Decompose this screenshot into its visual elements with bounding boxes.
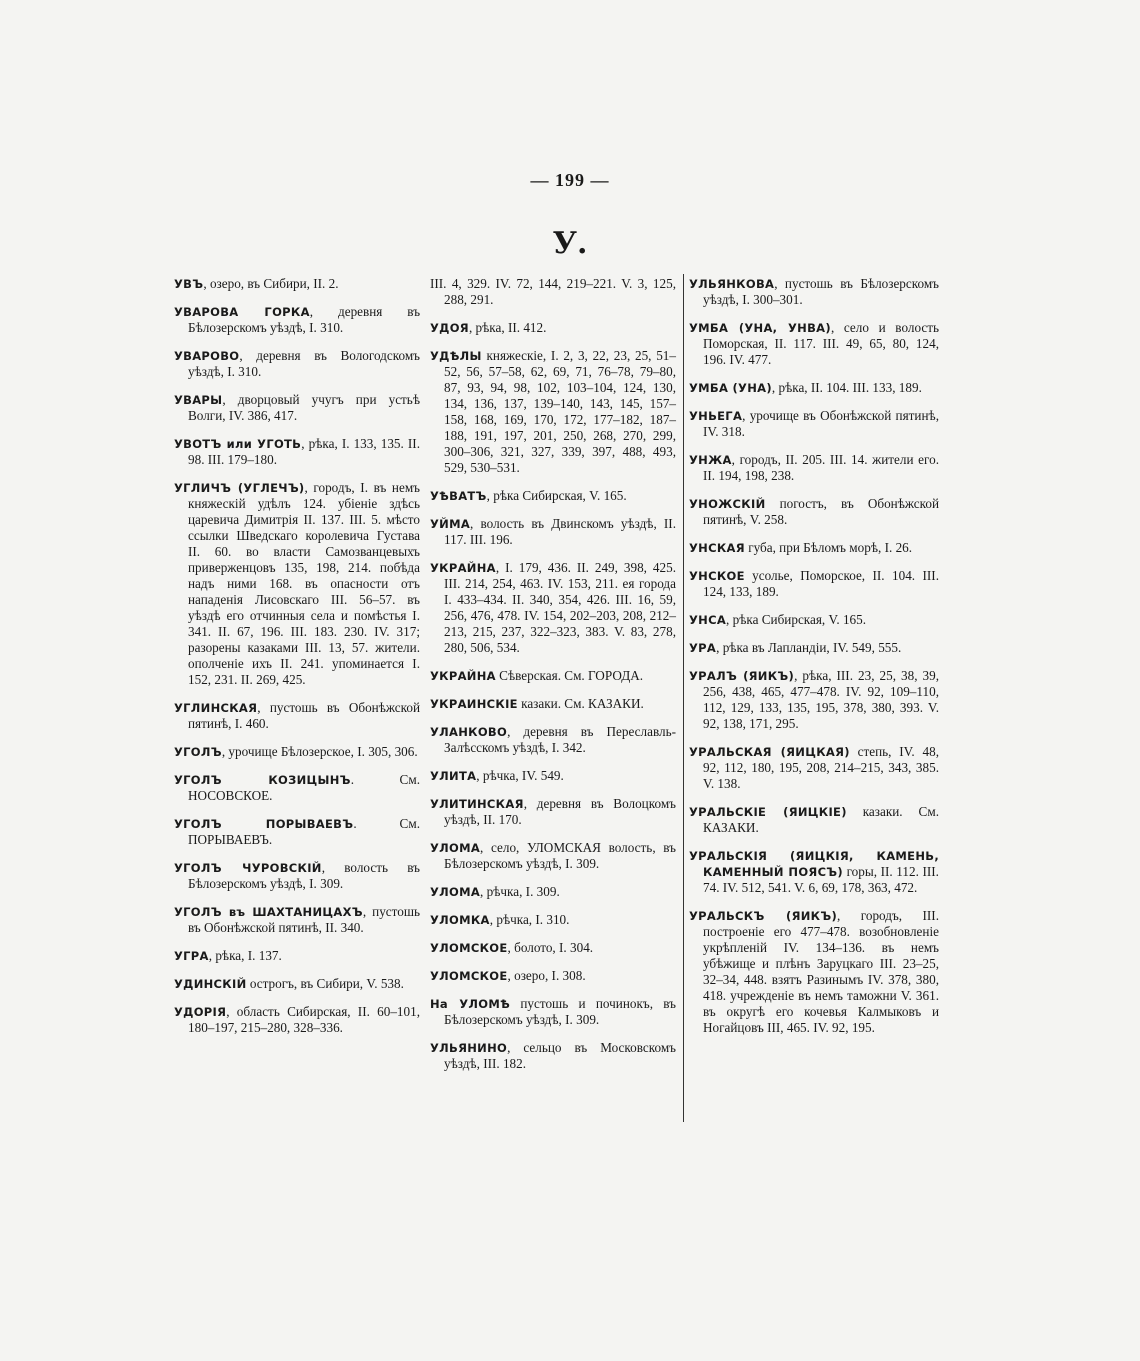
entry-headword: УВАРОВА ГОРКА [174, 305, 310, 319]
entry-text: , волость въ Бѣлозерскомъ уѣздѣ, I. 309. [188, 860, 420, 891]
entry-text: , рѣка, I. 133, 135. II. 98. III. 179–180. [188, 436, 420, 467]
index-entry [174, 392, 420, 424]
index-entry [689, 744, 939, 792]
entry-text: , рѣка, II. 104. III. 133, 189. [771, 380, 922, 395]
entry-text: , дворцовый учугъ при устьѣ Волги, IV. 386, 417. [188, 392, 420, 423]
entry-headword: УНЬЕГА [689, 409, 743, 423]
entry-headword: УГОЛЪ ЧУРОВСКІЙ [174, 861, 322, 875]
entry-text: , сельцо въ Московскомъ уѣздѣ, III. 182. [444, 1040, 676, 1071]
entry-text: , волость въ Двинскомъ уѣздѣ, II. 117. III. 196. [444, 516, 676, 547]
entry-text: , рѣка, I. 137. [208, 948, 282, 963]
index-entry [430, 884, 676, 900]
index-entry [174, 860, 420, 892]
entry-text: , озеро, въ Сибири, II. 2. [203, 276, 339, 291]
entry-headword: УМБА (УНА) [689, 381, 772, 395]
entry-headword: УДОРІЯ [174, 1005, 227, 1019]
entry-text: , рѣка, II. 412. [468, 320, 547, 335]
entry-text: , село и волость Поморская, II. 117. III. 49, 65, 80, 124, 196. IV. 477. [703, 320, 939, 367]
column-divider [683, 274, 684, 1122]
entry-text: Сѣверская. См. ГОРОДА. [495, 668, 644, 683]
index-entry [689, 848, 939, 896]
entry-headword: УМБА (УНА, УНВА) [689, 321, 831, 335]
entry-text: , рѣчка, I. 309. [480, 884, 560, 899]
entry-text: , озеро, I. 308. [507, 968, 586, 983]
entry-headword: УРАЛЬСКІЕ (ЯИЦКІЕ) [689, 805, 847, 819]
index-entry [689, 804, 939, 836]
entry-headword: УЛОМСКОЕ [430, 969, 508, 983]
index-entry [174, 948, 420, 964]
entry-headword: УЛЬЯНКОВА [689, 277, 775, 291]
index-entry [430, 796, 676, 828]
entry-headword: УЛОМА [430, 885, 481, 899]
index-entry [174, 816, 420, 848]
entry-headword: УГОЛЪ КОЗИЦЫНЪ [174, 773, 351, 787]
entry-headword: УГЛИНСКАЯ [174, 701, 258, 715]
entry-text: , городъ, III. построеніе его 477–478. возобновленіе укрѣпленій IV. 134–136. въ немъ убѣжище и плѣнъ Заруцкаго III. 23–25, 32–34, 448. взятъ Разинымъ IV. 378, 380, 418. учрежденіе въ немъ таможни V. 361. въ округѣ его кочевья Калмыковъ и Ногайцовъ III, 465. IV. 92, 195. [703, 908, 939, 1035]
entry-text: III. 4, 329. IV. 72, 144, 219–221. V. 3, 125, 288, 291. [430, 276, 676, 307]
index-entry [430, 912, 676, 928]
index-entry [174, 436, 420, 468]
index-entry [689, 540, 939, 556]
index-entry [430, 696, 676, 712]
index-entry [174, 1004, 420, 1036]
page-number: — 199 — [530, 170, 610, 190]
entry-headword: УЛОМА [430, 841, 481, 855]
entry-text: , болото, I. 304. [507, 940, 594, 955]
index-entry [689, 380, 939, 396]
entry-headword: УРАЛЬСКІЯ (ЯИЦКІЯ, КАМЕНЬ, КАМЕННЫЙ ПОЯСЪ) [689, 849, 939, 879]
index-entry [430, 560, 676, 656]
entry-headword: УРАЛЬСКАЯ (ЯИЦКАЯ) [689, 745, 850, 759]
index-column-1 [174, 276, 420, 1048]
entry-headword: УЛОМСКОЕ [430, 941, 508, 955]
entry-text: , урочище Бѣлозерское, I. 305, 306. [221, 744, 418, 759]
entry-headword: УЙМА [430, 517, 471, 531]
index-column-2 [430, 276, 676, 1084]
entry-text: острогъ, въ Сибири, V. 538. [246, 976, 404, 991]
entry-text: , рѣка Сибирская, V. 165. [486, 488, 627, 503]
entry-headword: УНСКАЯ [689, 541, 745, 555]
index-entry [430, 668, 676, 684]
entry-headword: УЛИТИНСКАЯ [430, 797, 524, 811]
entry-headword: УГОЛЪ въ ШАХТАНИЦАХЪ [174, 905, 363, 919]
index-entry [174, 348, 420, 380]
entry-text: , село, УЛОМСКАЯ волость, въ Бѣлозерскомъ уѣздѣ, I. 309. [444, 840, 676, 871]
entry-headword: УЛЬЯНИНО [430, 1041, 508, 1055]
index-entry [430, 768, 676, 784]
entry-text: , I. 179, 436. II. 249, 398, 425. III. 214, 254, 463. IV. 153, 211. ея города I. 433–434. II. 340, 354, 426. III. 16, 59, 256, 476, 478. IV. 154, 202–203, 208, 212–213, 215, 237, 322–323, 383. V. 83, 278, 280, 506, 534. [444, 560, 676, 655]
entry-text: , рѣчка, IV. 549. [476, 768, 564, 783]
entry-text: , пустошь въ Обонѣжской пятинѣ, II. 340. [188, 904, 420, 935]
entry-text: , деревня въ Вологодскомъ уѣздѣ, I. 310. [188, 348, 420, 379]
index-entry [174, 700, 420, 732]
entry-text: степь, IV. 48, 92, 112, 180, 195, 208, 214–215, 343, 385. V. 138. [703, 744, 939, 791]
entry-headword: УНСА [689, 613, 727, 627]
index-entry [689, 668, 939, 732]
index-entry [689, 612, 939, 628]
entry-text: губа, при Бѣломъ морѣ, I. 26. [744, 540, 913, 555]
index-entry [174, 276, 420, 292]
index-entry [430, 968, 676, 984]
index-entry [689, 908, 939, 1036]
entry-text: казаки. См. КАЗАКИ. [703, 804, 939, 835]
entry-headword: УКРАЙНА [430, 561, 496, 575]
index-entry [689, 452, 939, 484]
entry-headword: УНСКОЕ [689, 569, 745, 583]
index-column-3 [689, 276, 939, 1048]
index-entry [430, 1040, 676, 1072]
entry-headword: УГОЛЪ ПОРЫВАЕВЪ [174, 817, 354, 831]
entry-text: , деревня въ Волоцкомъ уѣздѣ, II. 170. [444, 796, 676, 827]
index-entry [174, 772, 420, 804]
index-entry [689, 320, 939, 368]
entry-headword: УРА [689, 641, 717, 655]
index-entry [430, 348, 676, 476]
entry-headword: УВОТЪ или УГОТЬ [174, 437, 302, 451]
index-entry [430, 276, 676, 308]
index-entry [689, 640, 939, 656]
entry-text: . См. ПОРЫВАЕВЪ. [188, 816, 420, 847]
entry-text: погостъ, въ Обонѣжской пятинѣ, V. 258. [703, 496, 939, 527]
entry-text: горы, II. 112. III. 74. IV. 512, 541. V. 6, 69, 178, 363, 472. [703, 864, 939, 895]
entry-headword: УГРА [174, 949, 209, 963]
index-entry [174, 304, 420, 336]
index-entry [174, 976, 420, 992]
entry-headword: УВАРОВО [174, 349, 240, 363]
entry-headword: УДИНСКІЙ [174, 977, 247, 991]
entry-text: , деревня въ Переславль-Залѣсскомъ уѣздѣ, I. 342. [444, 724, 676, 755]
entry-headword: УРАЛЬСКЪ (ЯИКЪ) [689, 909, 838, 923]
entry-headword: УКРАИНСКІЕ [430, 697, 518, 711]
entry-text: , урочище въ Обонѣжской пятинѣ, IV. 318. [703, 408, 939, 439]
index-entry [430, 940, 676, 956]
entry-headword: УГОЛЪ [174, 745, 222, 759]
entry-headword: УВАРЫ [174, 393, 223, 407]
entry-text: , рѣка Сибирская, V. 165. [726, 612, 867, 627]
index-entry [689, 276, 939, 308]
index-entry [430, 996, 676, 1028]
entry-text: , пустошь въ Бѣлозерскомъ уѣздѣ, I. 300–301. [703, 276, 939, 307]
index-entry [174, 744, 420, 760]
entry-headword: На УЛОМѢ [430, 997, 511, 1011]
index-entry [174, 904, 420, 936]
section-letter: У. [552, 226, 588, 261]
index-entry [430, 724, 676, 756]
index-entry [689, 568, 939, 600]
index-entry [430, 488, 676, 504]
entry-headword: УЛАНКОВО [430, 725, 508, 739]
index-entry [430, 840, 676, 872]
index-entry [689, 408, 939, 440]
entry-text: , область Сибирская, II. 60–101, 180–197, 215–280, 328–336. [188, 1004, 420, 1035]
entry-headword: УДѢЛЫ [430, 349, 482, 363]
entry-text: , пустошь въ Обонѣжской пятинѣ, I. 460. [188, 700, 420, 731]
index-entry [430, 320, 676, 336]
index-entry [174, 480, 420, 688]
entry-headword: УКРАЙНА [430, 669, 496, 683]
entry-headword: УѢВАТЪ [430, 489, 487, 503]
entry-text: усолье, Поморское, II. 104. III. 124, 133, 189. [703, 568, 939, 599]
entry-headword: УЛОМКА [430, 913, 490, 927]
index-entry [430, 516, 676, 548]
entry-text: , рѣка, III. 23, 25, 38, 39, 256, 438, 465, 477–478. IV. 92, 109–110, 112, 129, 133, 135, 195, 378, 380, 393. V. 92, 138, 171, 295. [703, 668, 939, 731]
entry-text: , городъ, II. 205. III. 14. жители его. II. 194, 198, 238. [703, 452, 939, 483]
entry-text: казаки. См. КАЗАКИ. [517, 696, 644, 711]
entry-headword: УГЛИЧЪ (УГЛЕЧЪ) [174, 481, 305, 495]
entry-text: . См. НОСОВСКОЕ. [188, 772, 420, 803]
entry-text: , рѣка въ Лапландіи, IV. 549, 555. [716, 640, 902, 655]
entry-headword: УДОЯ [430, 321, 469, 335]
entry-headword: УНЖА [689, 453, 732, 467]
entry-text: , городъ, I. въ немъ княжескій удѣлъ 124. убіеніе здѣсь царевича Димитрія II. 137. III. 5. мѣсто ссылки Шведскаго королевича Густава II. 60. во власти Самозванцевыхъ приверженцовъ 135, 198, 214. побѣда надъ ними 168. въ опасности отъ нападенія Лисовскаго III. 56–57. въ уѣздѣ его отчинныя села и помѣстья I. 341. II. 67, 196. III. 183. 230. IV. 317; разорены казаками III. 13, 57. жители. ополченіе ихъ II. 241. упоминается I. 152, 231. II. 269, 425. [188, 480, 420, 687]
entry-headword: УЛИТА [430, 769, 477, 783]
entry-headword: УНОЖСКІЙ [689, 497, 766, 511]
entry-text: , деревня въ Бѣлозерскомъ уѣздѣ, I. 310. [188, 304, 421, 335]
index-entry [689, 496, 939, 528]
entry-headword: УРАЛЪ (ЯИКЪ) [689, 669, 795, 683]
entry-headword: УВЪ [174, 277, 204, 291]
entry-text: княжескіе, I. 2, 3, 22, 23, 25, 51–52, 56, 57–58, 62, 69, 71, 76–78, 79–80, 87, 93, 94, 98, 102, 103–104, 124, 130, 134, 136, 137, 139–140, 143, 145, 157–158, 168, 169, 170, 172, 177–182, 187–188, 191, 197, 201, 250, 268, 270, 299, 300–306, 321, 327, 339, 397, 488, 493, 529, 530–531. [444, 348, 676, 475]
entry-text: пустошь и починокъ, въ Бѣлозерскомъ уѣздѣ, I. 309. [444, 996, 676, 1027]
entry-text: , рѣчка, I. 310. [489, 912, 570, 927]
